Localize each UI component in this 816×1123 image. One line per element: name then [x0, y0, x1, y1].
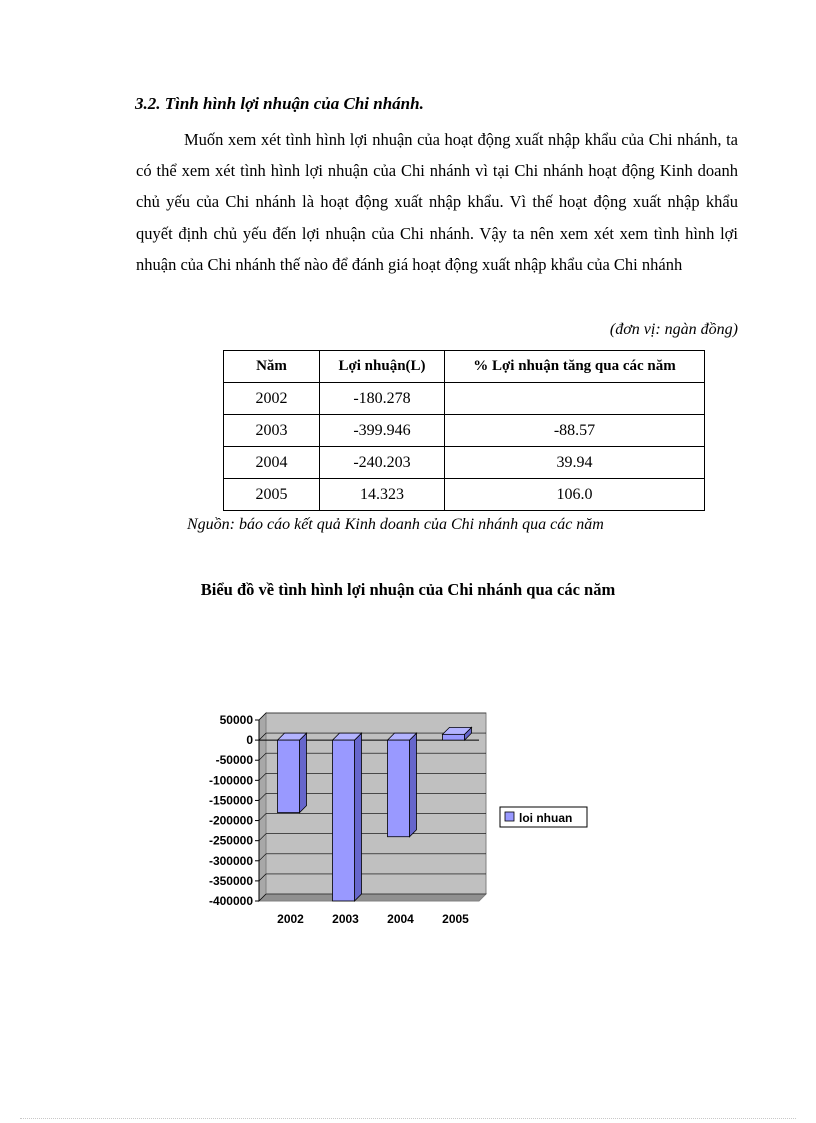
body-paragraph	[136, 124, 738, 280]
section-heading: 3.2. Tình hình lợi nhuận của Chi nhánh.	[135, 94, 424, 113]
y-tick-label: -50000	[215, 753, 253, 768]
y-tick-label: 0	[246, 733, 253, 748]
table-row	[224, 479, 705, 511]
cell-year: 2004	[224, 447, 320, 479]
cell-year: 2003	[224, 415, 320, 447]
y-tick-label: -350000	[208, 873, 253, 888]
legend-swatch	[505, 812, 514, 821]
y-tick-label: -200000	[208, 813, 253, 828]
header-growth: % Lợi nhuận tăng qua các năm	[445, 351, 705, 383]
table-row	[224, 415, 705, 447]
bar	[278, 740, 300, 813]
x-tick-label: 2002	[277, 912, 304, 926]
header-profit: Lợi nhuận(L)	[320, 351, 445, 383]
legend-label: loi nhuan	[519, 811, 573, 825]
bar-side	[410, 733, 417, 837]
cell-growth: 106.0	[445, 479, 705, 511]
cell-profit: -399.946	[320, 415, 445, 447]
source-note: Nguồn: báo cáo kết quả Kinh doanh của Chi nhánh qua các năm	[187, 516, 604, 533]
table-row	[224, 383, 705, 415]
profit-table	[223, 350, 705, 511]
chart-title: Biểu đồ về tình hình lợi nhuận của Chi nhánh qua các năm	[200, 580, 616, 599]
profit-bar-chart	[195, 700, 605, 940]
x-tick-label: 2004	[387, 912, 414, 926]
y-tick-label: -400000	[208, 894, 253, 908]
x-tick-label: 2005	[442, 912, 469, 926]
y-tick-label: -150000	[208, 793, 253, 808]
cell-profit: -180.278	[320, 383, 445, 415]
table-header-row	[224, 351, 705, 383]
cell-growth	[445, 383, 705, 415]
cell-growth: -88.57	[445, 415, 705, 447]
bar-side	[300, 733, 307, 813]
page-bottom-rule	[20, 1118, 796, 1119]
table-row	[224, 447, 705, 479]
y-tick-label: 50000	[219, 713, 253, 727]
cell-year: 2002	[224, 383, 320, 415]
header-year: Năm	[224, 351, 320, 383]
y-tick-label: -250000	[208, 833, 253, 848]
paragraph-text: Muốn xem xét tình hình lợi nhuận của hoạt động xuất nhập khẩu của Chi nhánh, ta có thể xem xét tình hình lợi nhuận của Chi nhánh vì tại Chi nhánh hoạt động Kinh doanh chủ yếu của Chi nhánh là hoạt động xuất nhập khẩu. Vì thế hoạt động xuất nhập khẩu quyết định chủ yếu đến lợi nhuận của Chi nhánh. Vậy ta nên xem xét xem tình hình lợi nhuận của Chi nhánh thế nào để đánh giá hoạt động xuất nhập khẩu của Chi nhánh	[136, 130, 738, 274]
cell-profit: -240.203	[320, 447, 445, 479]
y-tick-label: -100000	[208, 773, 253, 788]
y-tick-label: -300000	[208, 853, 253, 868]
bar	[443, 734, 465, 740]
bar	[388, 740, 410, 837]
cell-year: 2005	[224, 479, 320, 511]
plot-side-wall	[259, 713, 266, 901]
plot-floor	[259, 894, 486, 901]
x-tick-label: 2003	[332, 912, 359, 926]
unit-note: (đơn vị: ngàn đồng)	[609, 321, 738, 338]
cell-profit: 14.323	[320, 479, 445, 511]
bar	[333, 740, 355, 901]
cell-growth: 39.94	[445, 447, 705, 479]
bar-side	[355, 733, 362, 901]
